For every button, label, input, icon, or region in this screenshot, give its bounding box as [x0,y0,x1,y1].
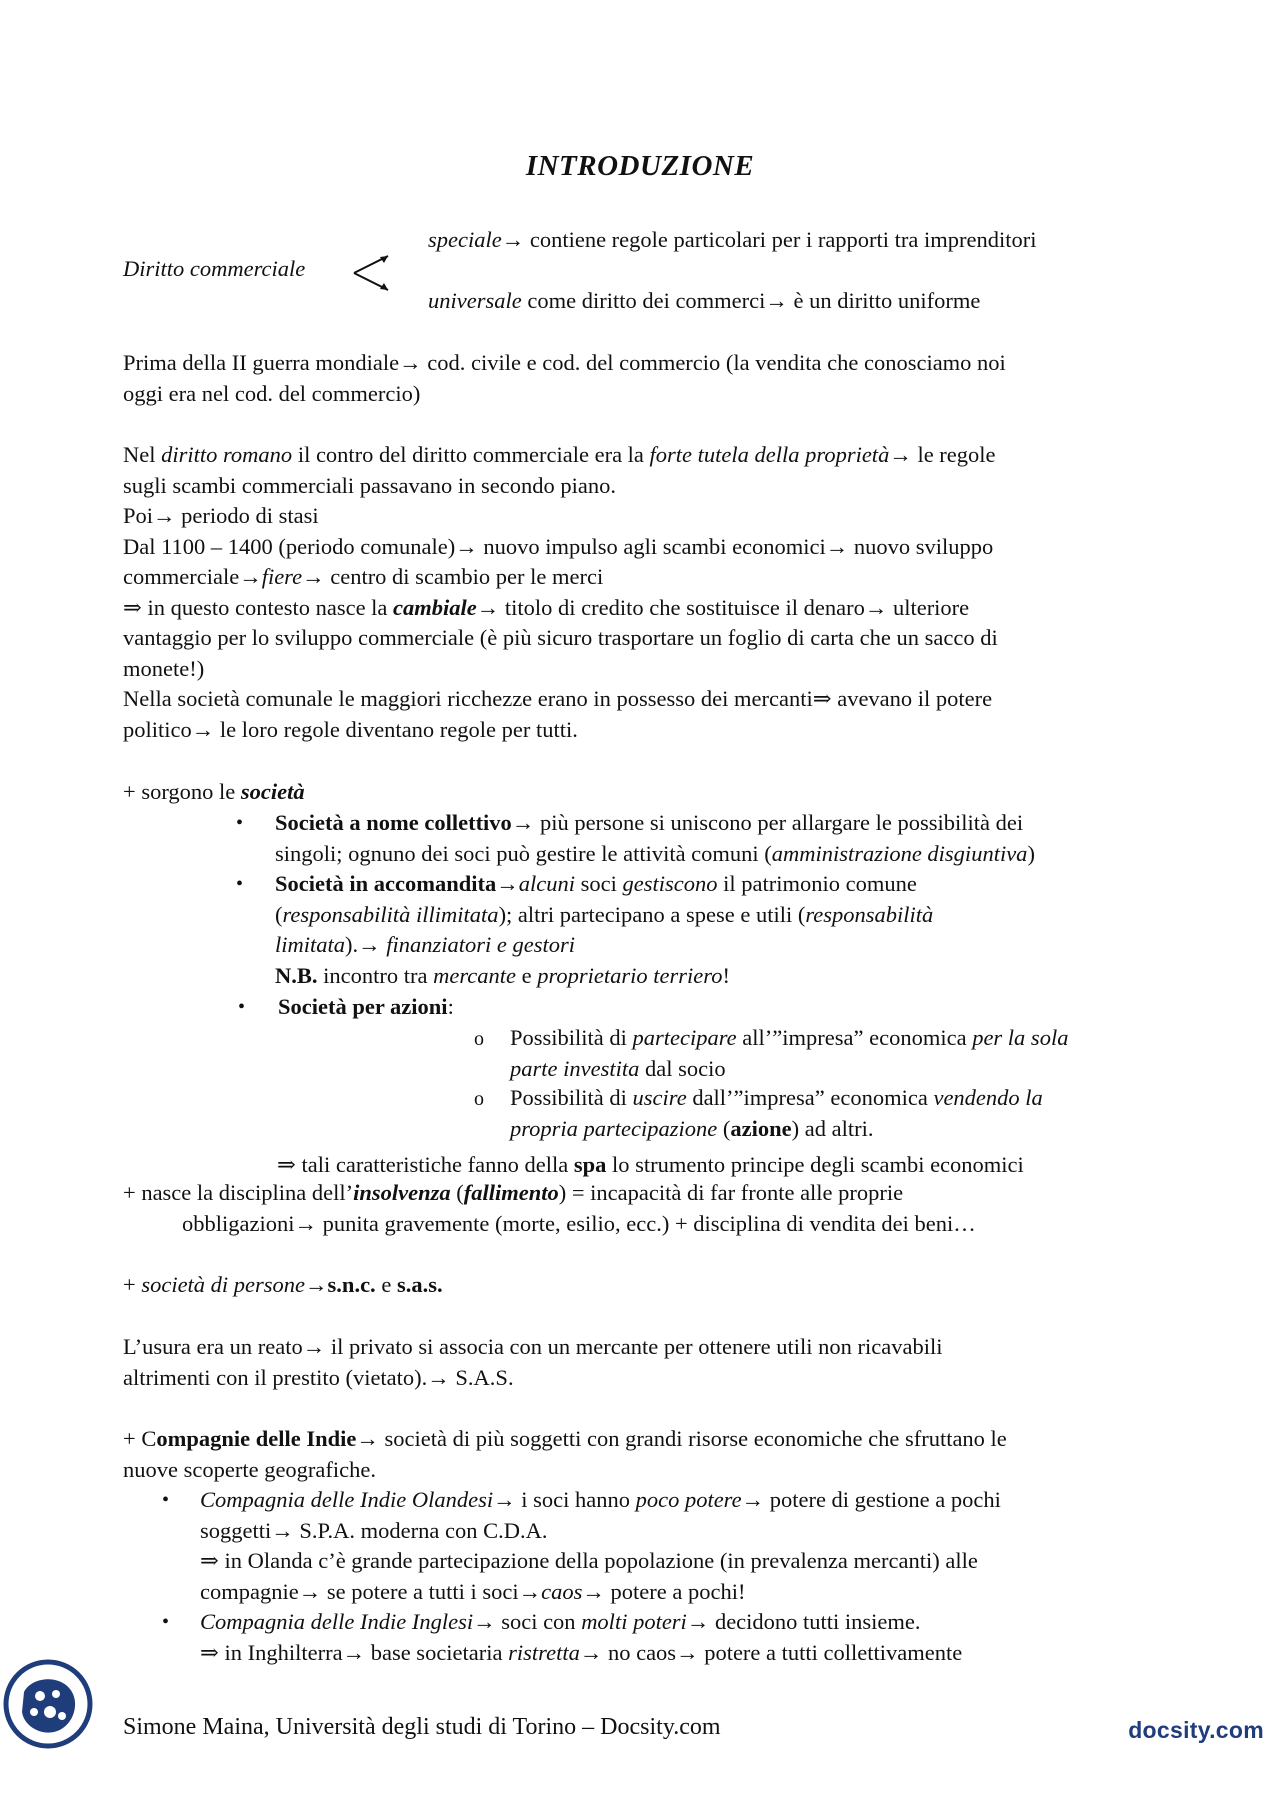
bullet-icon: • [236,812,244,834]
sub-bullet-icon: o [474,1088,484,1110]
docsity-logo-icon [2,1658,94,1750]
indie-olandesi: Compagnia delle Indie Olandesi→ i soci hanno poco potere→ potere di gestione a pochi soggetti→ S.P.A. moderna con C.D.A. ⇒ in Olanda c’è grande partecipazione della popolazione (in prevalenza mercanti) alle compagnie→ se potere a tutti i soci→caos→ potere a pochi! [200,1487,1001,1604]
paragraph-insolvenza: + nasce la disciplina dell’insolvenza (fallimento) = incapacità di far fronte alle proprie obbligazioni→ punita gravemente (morte, esilio, ecc.) + disciplina di vendita dei beni… [123,1180,976,1236]
societa-nome-collettivo: Società a nome collettivo→ più persone si uniscono per allargare le possibilità dei singoli; ognuno dei soci può gestire le attività comuni (amministrazione disgiuntiva) [275,810,1035,866]
spa-uscire: Possibilità di uscire dall’”impresa” economica vendendo la propria partecipazione (azione) ad altri. [510,1085,1043,1141]
branch-arrows-icon [350,253,396,293]
paragraph-storia: Nel diritto romano il contro del diritto commerciale era la forte tutela della proprietà→ le regole sugli scambi commerciali passavano in secondo piano. Poi→ periodo di stasi Dal 1100 – 1400 (periodo comunale)→ nuovo impulso agli scambi economici→ nuovo sviluppo commerciale→fiere→ centro di scambio per le merci ⇒ in questo contesto nasce la cambiale→ titolo di credito che sostituisce il denaro→ ulteriore vantaggio per lo sviluppo commerciale (è più sicuro trasportare un foglio di carta che un sacco di monete!) Nella società comunale le maggiori ricchezze erano in possesso dei mercanti⇒ avevano il potere politico→ le loro regole diventano regole per tutti. [123,442,998,742]
societa-intro: + sorgono le società [123,779,305,804]
diritto-label: Diritto commerciale [123,256,306,281]
paragraph-persone: + società di persone→s.n.c. e s.a.s. [123,1272,443,1297]
diritto-universale: universale come diritto dei commerci→ è un diritto uniforme [428,288,981,313]
bullet-icon: • [162,1489,170,1511]
footer-source: Simone Maina, Università degli studi di Torino – Docsity.com [123,1714,721,1740]
diritto-speciale: speciale→ contiene regole particolari per i rapporti tra imprenditori [428,227,1037,252]
paragraph-indie: + Compagnie delle Indie→ società di più soggetti con grandi risorse economiche che sfruttano le nuove scoperte geografiche. [123,1426,1007,1482]
societa-accomandita: Società in accomandita→alcuni soci gestiscono il patrimonio comune (responsabilità illimitata); altri partecipano a spese e utili (responsabilità limitata).→ finanziatori e gestori N.B. incontro tra mercante e proprietario terriero! [275,871,934,988]
spa-partecipare: Possibilità di partecipare all’”impresa” economica per la sola parte investita dal socio [510,1025,1069,1081]
societa-azioni: Società per azioni: [278,994,454,1019]
docsity-brand[interactable]: docsity.com [1128,1717,1264,1743]
bullet-icon: • [162,1611,170,1633]
bullet-icon: • [238,996,246,1018]
paragraph-usura: L’usura era un reato→ il privato si associa con un mercante per ottenere utili non ricavabili altrimenti con il prestito (vietato).→ S.A.S. [123,1334,943,1390]
sub-bullet-icon: o [474,1028,484,1050]
indie-inglesi: Compagnia delle Indie Inglesi→ soci con molti poteri→ decidono tutti insieme. ⇒ in Inghilterra→ base societaria ristretta→ no caos→ potere a tutti collettivamente [200,1609,963,1665]
page-title: INTRODUZIONE [525,150,755,182]
spa-conclusione: ⇒ tali caratteristiche fanno della spa lo strumento principe degli scambi economici [277,1152,1024,1177]
bullet-icon: • [236,873,244,895]
paragraph-guerra: Prima della II guerra mondiale→ cod. civile e cod. del commercio (la vendita che conosciamo noi oggi era nel cod. del commercio) [123,350,1006,406]
